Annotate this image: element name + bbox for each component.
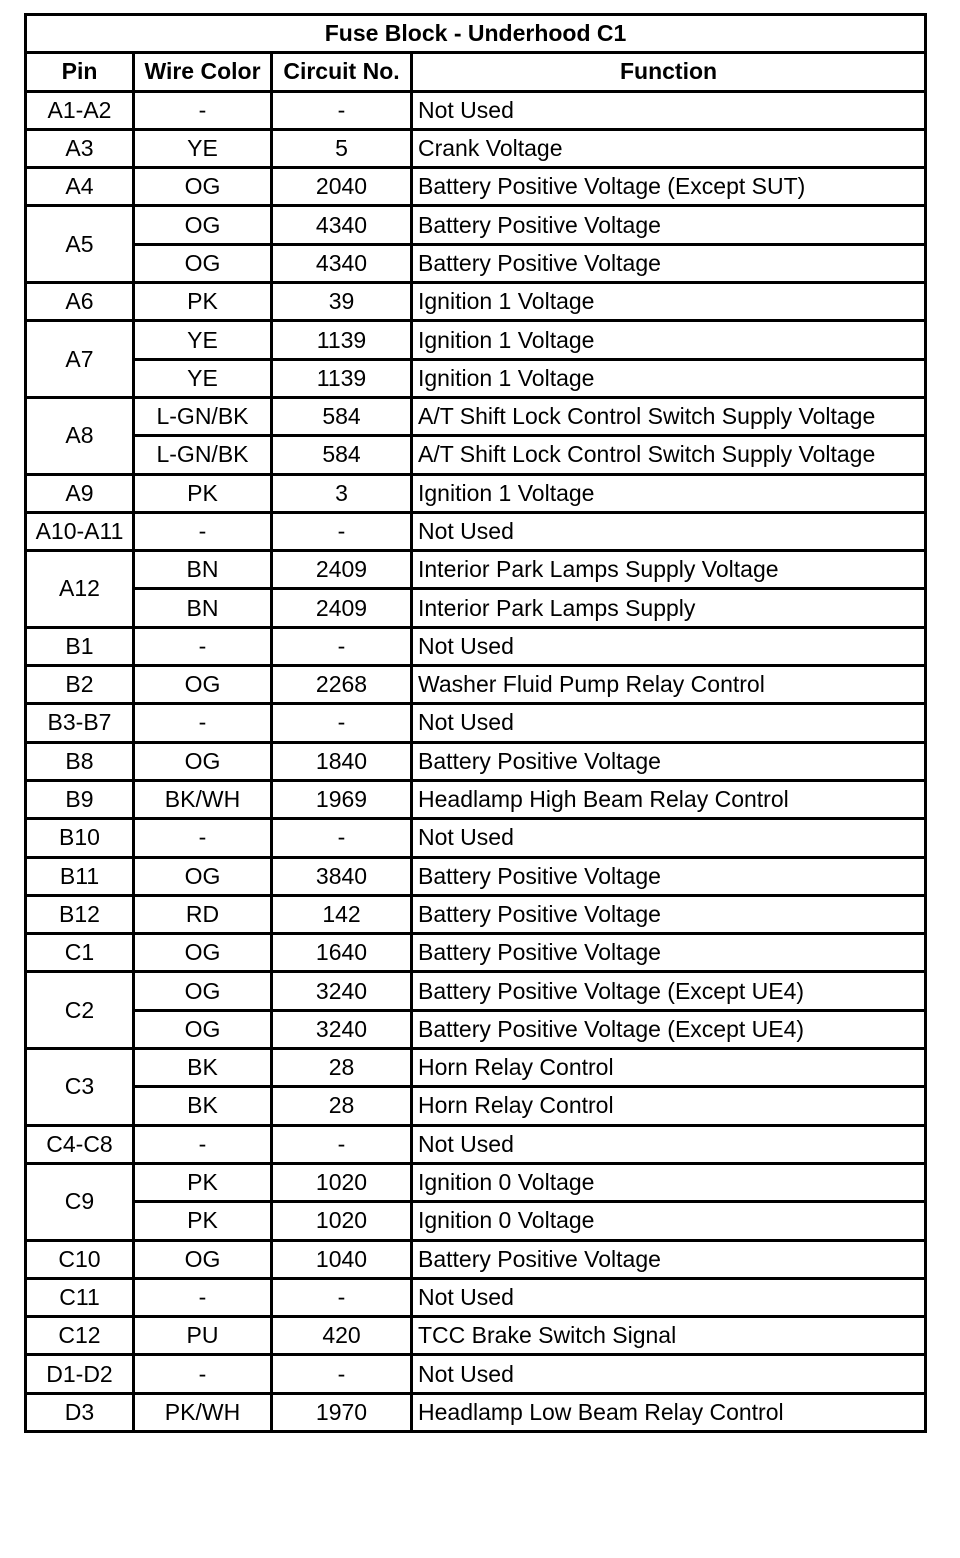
table-row [26,1163,926,1201]
circuit-number-cell: 1020 [272,1163,412,1201]
pin-cell: A7 [26,321,134,398]
circuit-number-cell: 2409 [272,589,412,627]
wire-color-cell: PU [134,1317,272,1355]
circuit-number-cell: - [272,91,412,129]
pin-cell: A12 [26,551,134,628]
wire-color-cell: YE [134,129,272,167]
wire-color-cell: BK [134,1049,272,1087]
wire-color-cell: - [134,627,272,665]
circuit-number-cell: 1969 [272,780,412,818]
function-cell: Battery Positive Voltage (Except SUT) [412,168,926,206]
circuit-number-cell: 1840 [272,742,412,780]
wire-color-cell: OG [134,934,272,972]
function-cell: Battery Positive Voltage [412,206,926,244]
wire-color-cell: BK [134,1087,272,1125]
circuit-number-column-header: Circuit No. [272,53,412,91]
table-row [26,934,926,972]
circuit-number-cell: 584 [272,436,412,474]
pin-cell: A5 [26,206,134,283]
circuit-number-cell: 142 [272,895,412,933]
pin-cell: C11 [26,1278,134,1316]
wire-color-cell: OG [134,666,272,704]
circuit-number-cell: 1970 [272,1393,412,1431]
pin-cell: B11 [26,857,134,895]
function-cell: Washer Fluid Pump Relay Control [412,666,926,704]
function-cell: Not Used [412,819,926,857]
wire-color-cell: - [134,91,272,129]
function-cell: Battery Positive Voltage [412,742,926,780]
wire-color-column-header: Wire Color [134,53,272,91]
function-cell: Battery Positive Voltage (Except UE4) [412,972,926,1010]
pin-cell: C12 [26,1317,134,1355]
function-cell: Not Used [412,627,926,665]
function-cell: Not Used [412,1125,926,1163]
wire-color-cell: - [134,704,272,742]
wire-color-cell: OG [134,972,272,1010]
function-cell: Interior Park Lamps Supply [412,589,926,627]
pin-cell: B12 [26,895,134,933]
function-cell: TCC Brake Switch Signal [412,1317,926,1355]
table-row [26,1240,926,1278]
circuit-number-cell: - [272,1125,412,1163]
table-row [26,1278,926,1316]
table-row [26,512,926,550]
circuit-number-cell: 584 [272,397,412,435]
table-row [26,1355,926,1393]
wire-color-cell: OG [134,168,272,206]
function-cell: A/T Shift Lock Control Switch Supply Voltage [412,397,926,435]
table-row [26,1087,926,1125]
pin-cell: D3 [26,1393,134,1431]
function-cell: Not Used [412,1355,926,1393]
function-cell: Interior Park Lamps Supply Voltage [412,551,926,589]
wire-color-cell: PK [134,474,272,512]
wire-color-cell: RD [134,895,272,933]
circuit-number-cell: 420 [272,1317,412,1355]
circuit-number-cell: 28 [272,1049,412,1087]
wire-color-cell: OG [134,244,272,282]
table-row [26,780,926,818]
table-row [26,972,926,1010]
table-row [26,666,926,704]
circuit-number-cell: 4340 [272,244,412,282]
wire-color-cell: OG [134,206,272,244]
table-row [26,1049,926,1087]
function-cell: Ignition 0 Voltage [412,1202,926,1240]
table-row [26,436,926,474]
table-row [26,1125,926,1163]
header-row [26,53,926,91]
pin-cell: A9 [26,474,134,512]
circuit-number-cell: - [272,512,412,550]
function-cell: Crank Voltage [412,129,926,167]
pin-cell: C3 [26,1049,134,1126]
table-row [26,397,926,435]
table-row [26,551,926,589]
wire-color-cell: OG [134,1240,272,1278]
function-cell: Not Used [412,704,926,742]
function-cell: Battery Positive Voltage [412,857,926,895]
circuit-number-cell: 1139 [272,359,412,397]
wire-color-cell: OG [134,1010,272,1048]
function-cell: Ignition 1 Voltage [412,359,926,397]
pin-cell: D1-D2 [26,1355,134,1393]
function-cell: Headlamp High Beam Relay Control [412,780,926,818]
wire-color-cell: - [134,819,272,857]
wire-color-cell: YE [134,359,272,397]
circuit-number-cell: 1040 [272,1240,412,1278]
table-row [26,819,926,857]
table-row [26,857,926,895]
wire-color-cell: L-GN/BK [134,436,272,474]
function-cell: Battery Positive Voltage [412,934,926,972]
circuit-number-cell: 1139 [272,321,412,359]
function-cell: Ignition 1 Voltage [412,474,926,512]
pin-cell: C1 [26,934,134,972]
table-row [26,206,926,244]
table-row [26,168,926,206]
function-cell: Ignition 1 Voltage [412,283,926,321]
table-row [26,321,926,359]
wire-color-cell: YE [134,321,272,359]
pin-rows [26,91,926,1431]
pin-cell: A10-A11 [26,512,134,550]
wire-color-cell: BN [134,589,272,627]
wire-color-cell: - [134,1355,272,1393]
table-row [26,91,926,129]
pin-cell: C10 [26,1240,134,1278]
pin-cell: B3-B7 [26,704,134,742]
pin-cell: A1-A2 [26,91,134,129]
circuit-number-cell: - [272,1278,412,1316]
function-cell: Ignition 1 Voltage [412,321,926,359]
function-cell: A/T Shift Lock Control Switch Supply Voltage [412,436,926,474]
circuit-number-cell: 3240 [272,1010,412,1048]
wire-color-cell: OG [134,742,272,780]
table-row [26,474,926,512]
circuit-number-cell: 4340 [272,206,412,244]
wire-color-cell: PK [134,1163,272,1201]
function-cell: Horn Relay Control [412,1087,926,1125]
wire-color-cell: - [134,512,272,550]
circuit-number-cell: 28 [272,1087,412,1125]
table-row [26,1317,926,1355]
wire-color-cell: - [134,1125,272,1163]
wire-color-cell: PK [134,283,272,321]
pin-cell: C2 [26,972,134,1049]
circuit-number-cell: - [272,704,412,742]
function-cell: Battery Positive Voltage [412,895,926,933]
wire-color-cell: OG [134,857,272,895]
table-row [26,1393,926,1431]
function-cell: Not Used [412,91,926,129]
table-row [26,895,926,933]
pin-cell: A8 [26,397,134,474]
table-row [26,589,926,627]
circuit-number-cell: 3 [272,474,412,512]
function-cell: Not Used [412,1278,926,1316]
function-column-header: Function [412,53,926,91]
wire-color-cell: - [134,1278,272,1316]
wire-color-cell: BN [134,551,272,589]
circuit-number-cell: - [272,627,412,665]
table-title: Fuse Block - Underhood C1 [26,15,926,53]
circuit-number-cell: - [272,1355,412,1393]
pin-cell: B1 [26,627,134,665]
pin-cell: B10 [26,819,134,857]
pin-cell: B8 [26,742,134,780]
table-row [26,283,926,321]
pin-cell: B2 [26,666,134,704]
pin-cell: A6 [26,283,134,321]
wire-color-cell: PK/WH [134,1393,272,1431]
circuit-number-cell: 1020 [272,1202,412,1240]
table-row [26,1202,926,1240]
pin-cell: C9 [26,1163,134,1240]
circuit-number-cell: 39 [272,283,412,321]
pin-cell: C4-C8 [26,1125,134,1163]
pin-cell: A3 [26,129,134,167]
function-cell: Ignition 0 Voltage [412,1163,926,1201]
title-row [26,15,926,53]
circuit-number-cell: 2268 [272,666,412,704]
function-cell: Headlamp Low Beam Relay Control [412,1393,926,1431]
circuit-number-cell: 2040 [272,168,412,206]
function-cell: Battery Positive Voltage [412,1240,926,1278]
function-cell: Not Used [412,512,926,550]
wire-color-cell: BK/WH [134,780,272,818]
table-row [26,1010,926,1048]
circuit-number-cell: 2409 [272,551,412,589]
table-row [26,129,926,167]
connector-pinout-table [24,13,927,1433]
table-row [26,359,926,397]
wire-color-cell: PK [134,1202,272,1240]
circuit-number-cell: 1640 [272,934,412,972]
table-row [26,742,926,780]
table-row [26,627,926,665]
pin-column-header: Pin [26,53,134,91]
circuit-number-cell: - [272,819,412,857]
circuit-number-cell: 3840 [272,857,412,895]
wire-color-cell: L-GN/BK [134,397,272,435]
pin-cell: A4 [26,168,134,206]
function-cell: Horn Relay Control [412,1049,926,1087]
function-cell: Battery Positive Voltage (Except UE4) [412,1010,926,1048]
function-cell: Battery Positive Voltage [412,244,926,282]
table-row [26,244,926,282]
circuit-number-cell: 5 [272,129,412,167]
pin-cell: B9 [26,780,134,818]
table-row [26,704,926,742]
circuit-number-cell: 3240 [272,972,412,1010]
